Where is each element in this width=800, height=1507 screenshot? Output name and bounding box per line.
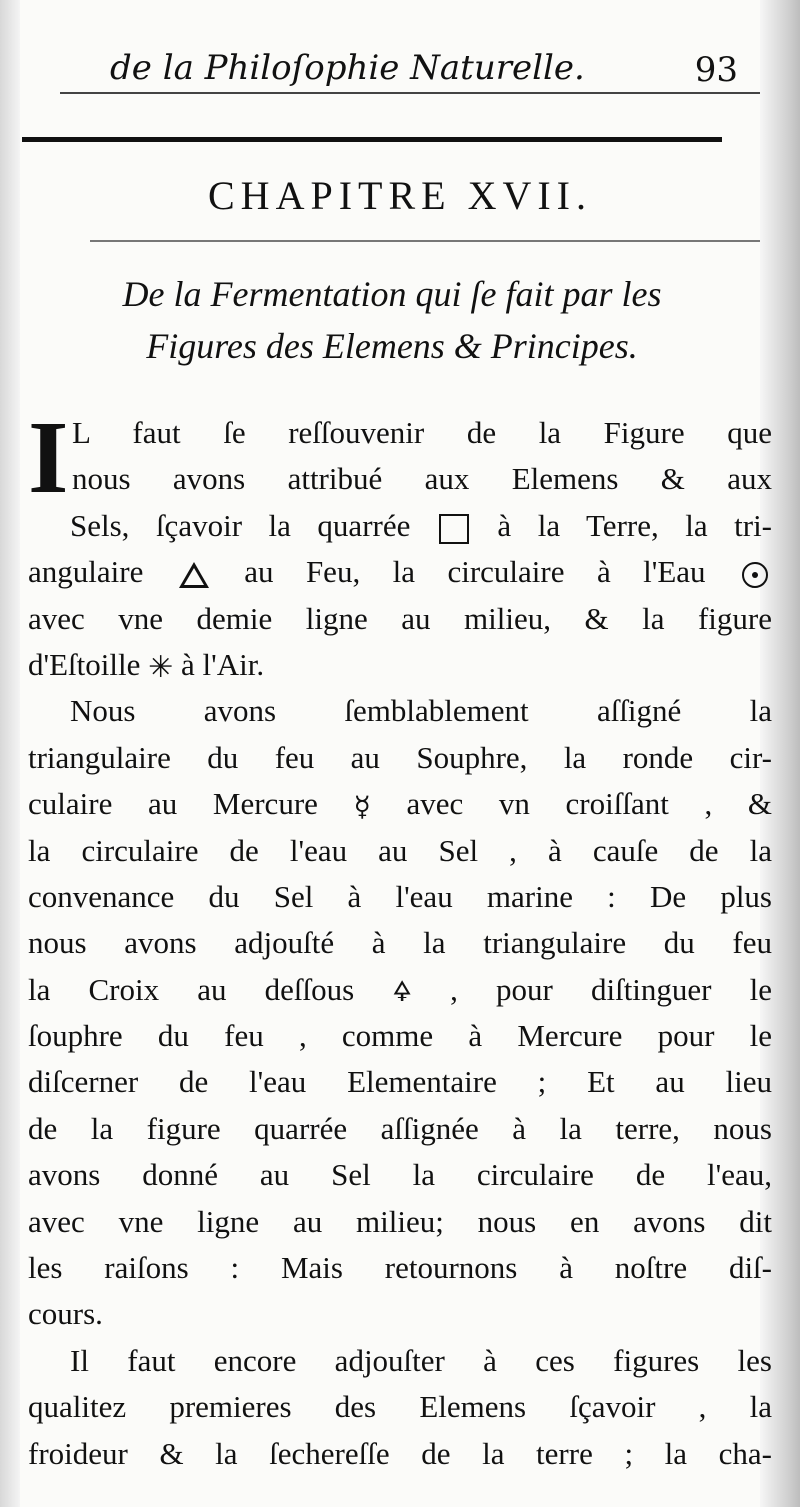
text-segment: d'Eſtoille [28, 646, 141, 682]
text-line: triangulaire du feu au Souphre, la ronde cir- [28, 739, 772, 775]
running-title: de la Philoſophie Naturelle. [110, 48, 585, 88]
text-line: avec vne demie ligne au milieu, & la figure [28, 600, 772, 636]
text-line: les raiſons : Mais retournons à noſtre diſ- [28, 1250, 772, 1286]
text-segment: à la Terre, la tri- [497, 507, 773, 543]
chapter-subtitle [22, 268, 762, 372]
text-line: froideur & la ſechereſſe de la terre ; la cha- [28, 1435, 772, 1471]
subtitle-line: Figures des Elemens & Principes. [146, 326, 638, 366]
running-head [110, 48, 750, 98]
text-segment: Sels, ſçavoir la quarrée [70, 507, 411, 543]
subtitle-line: De la Fermentation qui ſe fait par les [122, 274, 662, 314]
sulphur-icon: 🜍 [392, 975, 413, 1009]
text-line: nous avons attribué aux Elemens & aux [72, 461, 772, 497]
text-line: avons donné au Sel la circulaire de l'eau, [28, 1157, 772, 1193]
text-line: ſouphre du feu , comme à Mercure pour le [28, 1018, 772, 1054]
chapter-rule [90, 240, 760, 242]
text-line: diſcerner de l'eau Elementaire ; Et au lieu [28, 1064, 772, 1100]
text-line: Il faut encore adjouſter à ces figures les [70, 1342, 772, 1378]
chapter-title: CHAPITRE XVII. [208, 173, 592, 218]
text-line: L faut ſe reſſouvenir de la Figure que [72, 415, 772, 450]
text-line: Nous avons ſemblablement aſſigné la [70, 693, 772, 729]
water-circle-icon [742, 562, 768, 588]
paragraph-3 [28, 1338, 772, 1477]
text-line [28, 642, 772, 688]
text-segment: angulaire [28, 554, 144, 590]
text-line [28, 503, 772, 549]
fire-triangle-icon [179, 562, 209, 588]
page-number: 93 [694, 50, 738, 90]
mercury-icon: ☿ [353, 789, 371, 823]
page-gutter-left [0, 0, 20, 1507]
text-line: qualitez premieres des Elemens ſçavoir , la [28, 1389, 772, 1425]
text-line: la circulaire de l'eau au Sel , à cauſe de la [28, 832, 772, 868]
text-line [28, 781, 772, 827]
text-segment: , pour diſtinguer le [450, 971, 772, 1007]
text-segment: au Feu, la circulaire à l'Eau [244, 554, 706, 590]
header-thick-rule [22, 137, 722, 142]
text-line: nous avons adjouſté à la triangulaire du feu [28, 925, 772, 961]
paragraph-1 [28, 400, 773, 688]
text-segment: culaire au Mercure [28, 786, 318, 822]
text-line: convenance du Sel à l'eau marine : De plus [28, 878, 772, 914]
header-thin-rule [60, 92, 760, 94]
drop-cap: I [28, 400, 69, 515]
body-text [28, 400, 773, 1477]
text-line: cours. [28, 1296, 103, 1332]
text-line: de la figure quarrée aſſignée à la terre, nous [28, 1110, 772, 1146]
text-segment: la Croix au deſſous [28, 971, 355, 1007]
earth-square-icon [439, 514, 469, 544]
text-line [28, 967, 772, 1013]
text-segment: à l'Air. [181, 646, 265, 682]
paragraph-2 [28, 688, 772, 1337]
text-line [28, 549, 772, 595]
air-star-icon: ✳ [148, 649, 174, 685]
text-segment: avec vn croiſſant , & [406, 786, 773, 822]
text-line: avec vne ligne au milieu; nous en avons dit [28, 1203, 772, 1239]
